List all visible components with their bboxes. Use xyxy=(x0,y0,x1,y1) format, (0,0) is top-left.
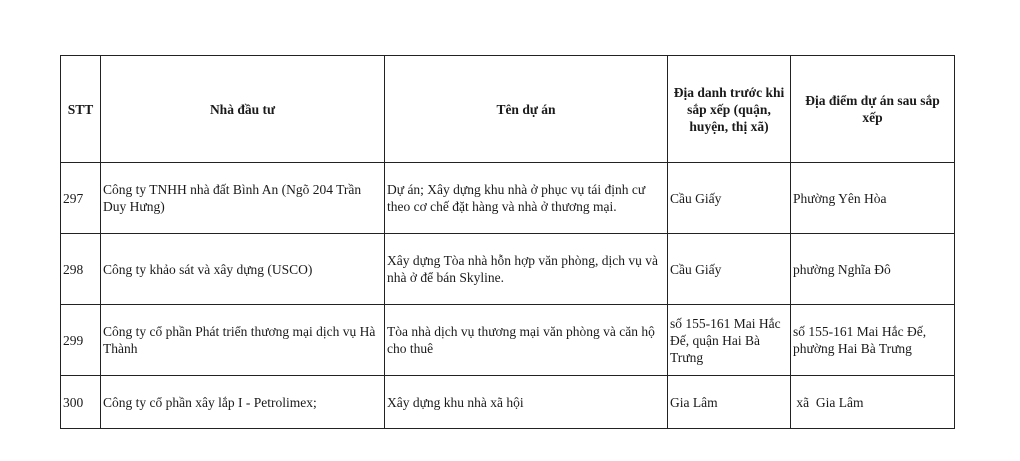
table-row xyxy=(61,163,955,234)
location-before-cell: Cầu Giấy xyxy=(668,234,791,305)
project-cell: Tòa nhà dịch vụ thương mại văn phòng và căn hộ cho thuê xyxy=(385,305,668,376)
location-before-cell: Cầu Giấy xyxy=(668,163,791,234)
header-investor: Nhà đầu tư xyxy=(101,56,385,163)
header-location-after: Địa điểm dự án sau sắp xếp xyxy=(791,56,955,163)
header-stt: STT xyxy=(61,56,101,163)
header-project: Tên dự án xyxy=(385,56,668,163)
project-cell: Xây dựng Tòa nhà hỗn hợp văn phòng, dịch vụ và nhà ở để bán Skyline. xyxy=(385,234,668,305)
location-after-cell: Phường Yên Hòa xyxy=(791,163,955,234)
investor-cell: Công ty khảo sát và xây dựng (USCO) xyxy=(101,234,385,305)
location-after-cell: phường Nghĩa Đô xyxy=(791,234,955,305)
investor-cell: Công ty cổ phần xây lắp I - Petrolimex; xyxy=(101,376,385,429)
stt-cell: 297 xyxy=(61,163,101,234)
table-row xyxy=(61,376,955,429)
location-before-cell: số 155-161 Mai Hắc Đế, quận Hai Bà Trưng xyxy=(668,305,791,376)
project-table xyxy=(60,55,955,429)
stt-cell: 300 xyxy=(61,376,101,429)
table-row xyxy=(61,234,955,305)
investor-cell: Công ty TNHH nhà đất Bình An (Ngõ 204 Trần Duy Hưng) xyxy=(101,163,385,234)
project-cell: Xây dựng khu nhà xã hội xyxy=(385,376,668,429)
header-location-before: Địa danh trước khi sắp xếp (quận, huyện, thị xã) xyxy=(668,56,791,163)
project-cell: Dự án; Xây dựng khu nhà ở phục vụ tái định cư theo cơ chế đặt hàng và nhà ở thương mại. xyxy=(385,163,668,234)
location-before-cell: Gia Lâm xyxy=(668,376,791,429)
table-row xyxy=(61,305,955,376)
stt-cell: 299 xyxy=(61,305,101,376)
investor-cell: Công ty cổ phần Phát triển thương mại dịch vụ Hà Thành xyxy=(101,305,385,376)
location-after-cell: số 155-161 Mai Hắc Đế, phường Hai Bà Trưng xyxy=(791,305,955,376)
location-after-cell: xã Gia Lâm xyxy=(791,376,955,429)
stt-cell: 298 xyxy=(61,234,101,305)
header-row xyxy=(61,56,955,163)
